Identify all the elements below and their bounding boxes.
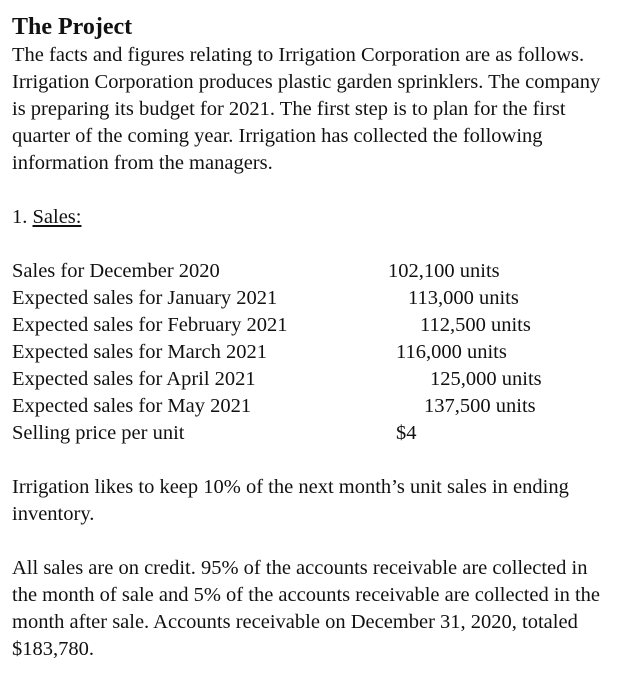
sales-row-value: 116,000 units bbox=[396, 341, 507, 363]
inventory-policy-paragraph: Irrigation likes to keep 10% of the next month’s unit sales in ending inventory. bbox=[12, 476, 569, 525]
section-label: Sales: bbox=[32, 206, 82, 228]
sales-row-value: 112,500 units bbox=[420, 314, 531, 336]
sales-table bbox=[12, 258, 616, 447]
sales-row bbox=[12, 285, 616, 312]
section-number: 1. bbox=[12, 206, 33, 228]
sales-row bbox=[12, 366, 616, 393]
sales-row bbox=[12, 258, 616, 285]
sales-row-label: Expected sales for May 2021 bbox=[12, 395, 252, 417]
sales-row-label: Selling price per unit bbox=[12, 422, 185, 444]
sales-row-value: $4 bbox=[396, 422, 417, 444]
sales-row bbox=[12, 339, 616, 366]
sales-row-label: Expected sales for January 2021 bbox=[12, 287, 278, 309]
collections-paragraph: All sales are on credit. 95% of the accounts receivable are collected in the month of sale and 5% of the accounts receivable are collected in the month after sale. Accounts receivable on December 31, 2020, totaled $183,780. bbox=[12, 557, 600, 660]
sales-row bbox=[12, 312, 616, 339]
sales-row bbox=[12, 420, 616, 447]
sales-row-label: Sales for December 2020 bbox=[12, 260, 220, 282]
sales-row-label: Expected sales for March 2021 bbox=[12, 341, 268, 363]
document-page bbox=[12, 12, 616, 663]
sales-row bbox=[12, 393, 616, 420]
sales-row-value: 113,000 units bbox=[408, 287, 519, 309]
section-heading-sales bbox=[12, 204, 616, 231]
sales-row-value: 102,100 units bbox=[388, 260, 500, 282]
page-title: The Project bbox=[12, 14, 133, 40]
sales-row-value: 137,500 units bbox=[424, 395, 536, 417]
sales-row-label: Expected sales for April 2021 bbox=[12, 368, 256, 390]
sales-row-label: Expected sales for February 2021 bbox=[12, 314, 288, 336]
sales-row-value: 125,000 units bbox=[430, 368, 542, 390]
intro-paragraph: The facts and figures relating to Irrigation Corporation are as follows. Irrigation Corporation produces plastic garden sprinklers. The company is preparing its budget for 2021. The first step is to plan for the first quarter of the coming year. Irrigation has collected the following information from the managers. bbox=[12, 44, 601, 174]
